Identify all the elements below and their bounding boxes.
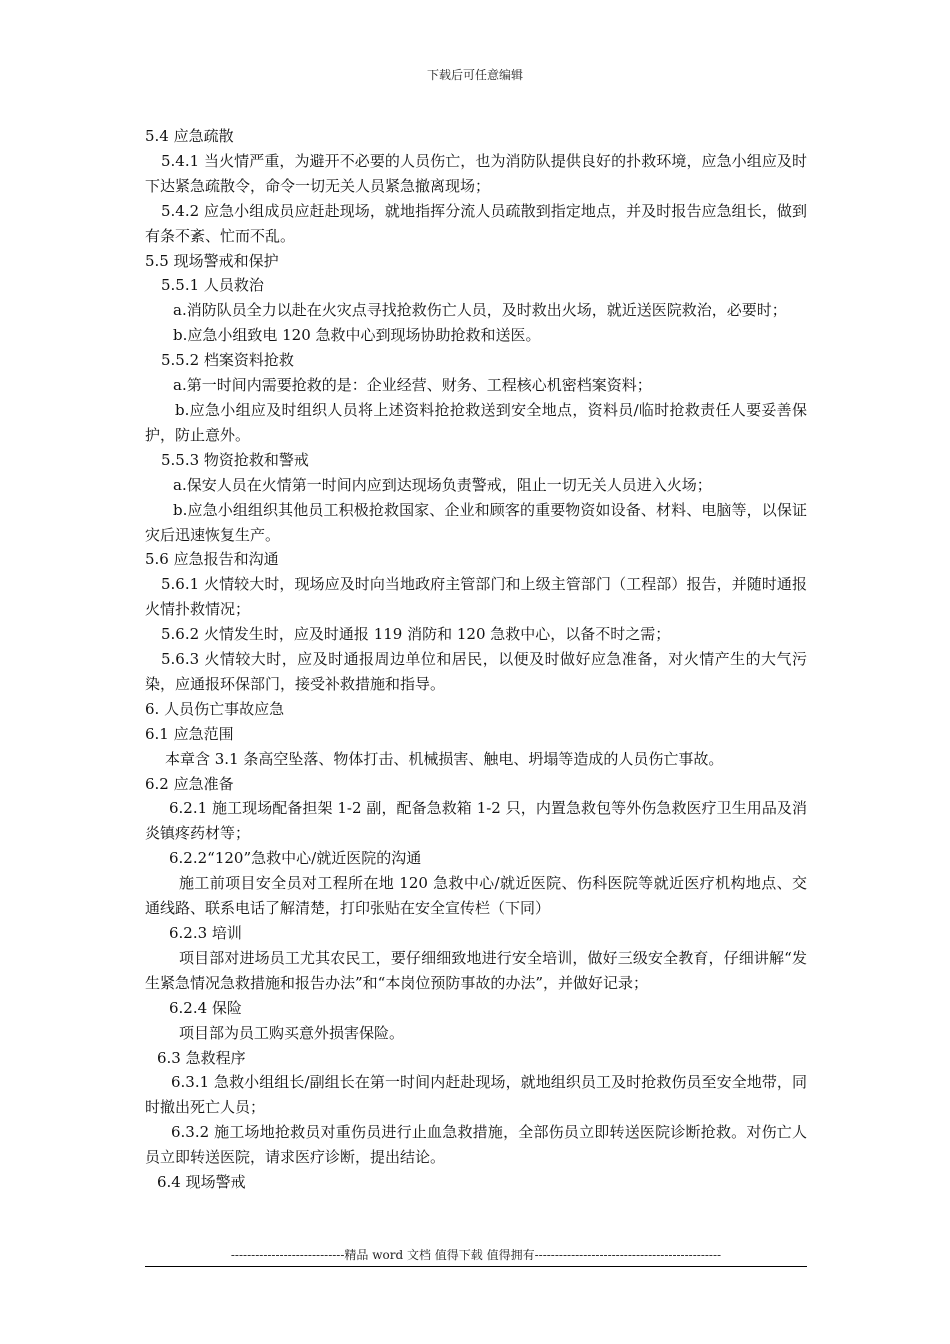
paragraph-line: 5.6.1 火情较大时，现场应及时向当地政府主管部门和上级主管部门（工程部）报告，并随时通报火情扑救情况； (145, 575, 807, 619)
paragraph-line: 项目部为员工购买意外损害保险。 (179, 1023, 405, 1042)
paragraph-line: 6.2.2“120”急救中心/就近医院的沟通 (169, 849, 422, 868)
paragraph-line: a.保安人员在火情第一时间内应到达现场负责警戒，阻止一切无关人员进入火场； (173, 475, 712, 494)
paragraph-line: 5.5.2 档案资料抢救 (161, 351, 294, 370)
paragraph-line: 5.5.1 人员救治 (161, 276, 264, 295)
paragraph-line: 6.2 应急准备 (145, 774, 234, 793)
page-header: 下载后可任意编辑 (426, 68, 523, 82)
paragraph-line: 5.6 应急报告和沟通 (145, 550, 279, 569)
paragraph-line: 5.5 现场警戒和保护 (145, 251, 279, 270)
paragraph-line: 6.3.1 急救小组组长/副组长在第一时间内赶赴现场，就地组织员工及时抢救伤员至安全地带，同时撤出死亡人员； (145, 1073, 807, 1117)
paragraph-line: 6.4 现场警戒 (157, 1173, 246, 1192)
paragraph-line: a.消防队员全力以赴在火灾点寻找抢救伤亡人员，及时救出火场，就近送医院救治，必要时； (173, 301, 787, 320)
paragraph-line: 项目部对进场员工尤其农民工，要仔细细致地进行安全培训，做好三级安全教育，仔细讲解“发生紧急情况急救措施和报告办法”和“本岗位预防事故的办法”，并做好记录； (145, 948, 807, 992)
paragraph-line: b.应急小组致电 120 急救中心到现场协助抢救和送医。 (173, 326, 541, 345)
paragraph-line: 6.2.1 施工现场配备担架 1-2 副，配备急救箱 1-2 只，内置急救包等外伤急救医疗卫生用品及消炎镇疼药材等； (145, 799, 807, 843)
paragraph-line: 5.5.3 物资抢救和警戒 (161, 450, 309, 469)
paragraph-line: 6.3.2 施工场地抢救员对重伤员进行止血急救措施，全部伤员立即转送医院诊断抢救。对伤亡人员立即转送医院，请求医疗诊断，提出结论。 (145, 1123, 807, 1167)
paragraph-line: 6.1 应急范围 (145, 724, 234, 743)
document-body (145, 124, 807, 1195)
paragraph-line: 6.2.3 培训 (169, 924, 242, 942)
paragraph-line: 6.3 急救程序 (157, 1048, 246, 1067)
paragraph-line: a.第一时间内需要抢救的是：企业经营、财务、工程核心机密档案资料； (173, 376, 652, 395)
paragraph-line: 5.4.1 当火情严重，为避开不必要的人员伤亡，也为消防队提供良好的扑救环境，应急小组应及时下达紧急疏散令，命令一切无关人员紧急撤离现场； (145, 151, 807, 195)
page-footer: ----------------------------精品 word 文档 值得下载 值得拥有---------------------------------------------- (145, 1246, 807, 1267)
paragraph-line: 本章含 3.1 条高空坠落、物体打击、机械损害、触电、坍塌等造成的人员伤亡事故。 (165, 749, 724, 768)
paragraph-line: b.应急小组应及时组织人员将上述资料抢抢救送到安全地点，资料员/临时抢救责任人要妥善保护，防止意外。 (145, 400, 807, 444)
paragraph-line: b.应急小组组织其他员工积极抢救国家、企业和顾客的重要物资如设备、材料、电脑等，以保证灾后迅速恢复生产。 (145, 500, 807, 544)
paragraph-line: 6.2.4 保险 (169, 998, 242, 1017)
paragraph-line: 5.4.2 应急小组成员应赶赴现场，就地指挥分流人员疏散到指定地点，并及时报告应急组长，做到有条不紊、忙而不乱。 (145, 201, 807, 245)
paragraph-line: 施工前项目安全员对工程所在地 120 急救中心/就近医院、伤科医院等就近医疗机构地点、交通线路、联系电话了解清楚，打印张贴在安全宣传栏（下同） (145, 874, 807, 918)
paragraph-line: 6. 人员伤亡事故应急 (145, 699, 285, 718)
paragraph-line: 5.6.2 火情发生时，应及时通报 119 消防和 120 急救中心，以备不时之需； (161, 625, 671, 644)
paragraph-line: 5.4 应急疏散 (145, 127, 234, 145)
paragraph-line: 5.6.3 火情较大时，应及时通报周边单位和居民，以便及时做好应急准备，对火情产生的大气污染，应通报环保部门，接受补救措施和指导。 (145, 650, 807, 693)
